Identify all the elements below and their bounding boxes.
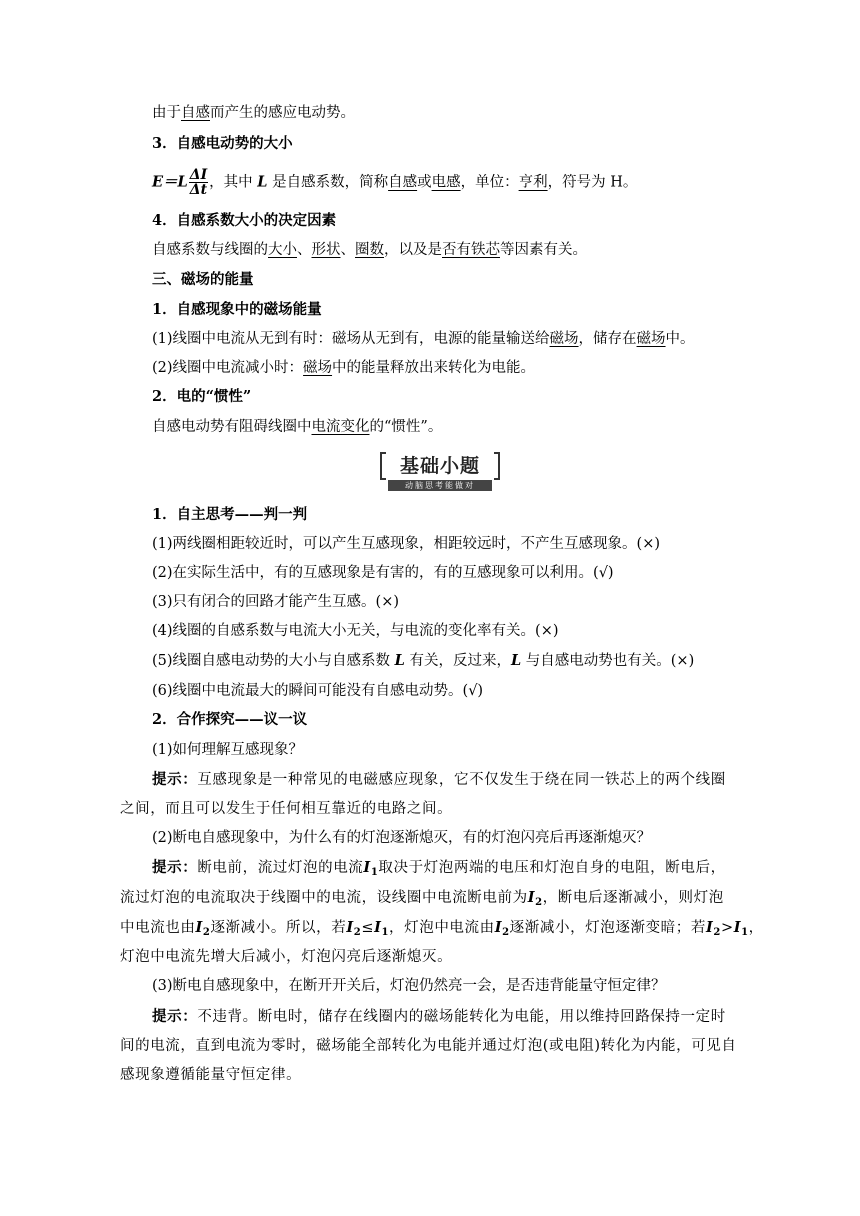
underlined-term: 磁场: [636, 331, 666, 347]
text: ，: [748, 920, 764, 936]
text: 是自感系数，简称: [272, 174, 389, 191]
symbol: L: [394, 652, 405, 669]
hint-line: [120, 888, 724, 913]
subscript: 2: [353, 927, 362, 938]
underlined-term: 否有铁芯: [442, 242, 500, 258]
paragraph-line: [152, 358, 535, 378]
hint-line: 灯泡中电流先增大后减小，灯泡闪亮后逐渐熄灭。: [120, 949, 453, 965]
quiz-heading: 1．自主思考——判一判: [152, 506, 308, 523]
text: 不违背。断电时，储存在线圈内的磁场能转化为电能，用以维持回路保持一定时: [197, 1009, 726, 1025]
text: 逐渐减小。所以，若: [210, 920, 347, 936]
heading-4: 4．自感系数大小的决定因素: [152, 212, 337, 229]
quiz-item: (6)线圈中电流最大的瞬间可能没有自感电动势。(√): [152, 683, 484, 699]
text: 由于: [152, 105, 181, 121]
quiz-item: [152, 651, 694, 671]
text: 、: [297, 242, 312, 258]
text: 的“惯性”。: [369, 419, 443, 435]
heading-2: 2．电的“惯性”: [152, 388, 252, 405]
fraction: [189, 168, 208, 197]
hint-line: [120, 918, 764, 943]
text: 流过灯泡的电流取决于线圈中的电流，设线圈中电流断电前为: [120, 890, 528, 906]
paragraph-line: [152, 103, 355, 123]
text: 逐渐减小，灯泡逐渐变暗；若: [509, 920, 706, 936]
underlined-term: 自感: [181, 105, 210, 121]
underlined-term: 亨利: [518, 174, 548, 191]
subscript: 1: [741, 927, 749, 938]
banner-subtitle: 动脑思考能做对: [388, 480, 492, 491]
underlined-term: 磁场: [549, 331, 579, 347]
underlined-term: 大小: [268, 242, 297, 258]
text: 断电前，流过灯泡的电流: [197, 860, 364, 876]
discussion-question: (3)断电自感现象中，在断开开关后，灯泡仍然亮一会，是否违背能量守恒定律？: [152, 978, 666, 994]
symbol: I: [705, 919, 714, 936]
text: 自感电动势有阻碍线圈中: [152, 419, 312, 435]
symbol: I: [494, 919, 503, 936]
text: >: [720, 920, 734, 936]
underlined-term: 电感: [431, 174, 461, 191]
text: 取决于灯泡两端的电压和灯泡自身的电阻，断电后，: [378, 860, 726, 876]
underlined-term: 电流变化: [311, 419, 370, 435]
text: 而产生的感应电动势。: [210, 105, 355, 121]
text: ，储存在: [578, 331, 637, 347]
paragraph-line: [152, 329, 695, 349]
fraction-denominator: Δt: [189, 182, 208, 198]
heading-3: 3．自感电动势的大小: [152, 135, 293, 152]
symbol: L: [257, 173, 268, 191]
symbol: I: [733, 919, 742, 936]
text: 或: [417, 174, 432, 191]
subscript: 2: [502, 927, 510, 938]
quiz-item: (4)线圈的自感系数与电流大小无关，与电流的变化率有关。(×): [152, 623, 559, 639]
hint-label: 提示：: [152, 1008, 198, 1025]
discussion-heading: 2．合作探究——议一议: [152, 711, 308, 728]
text: ≤: [361, 920, 375, 936]
hint-label: 提示：: [152, 859, 198, 876]
subscript: 1: [370, 867, 379, 878]
symbol: L: [510, 652, 522, 669]
symbol: I: [363, 859, 371, 876]
hint-label: 提示：: [152, 771, 198, 788]
symbol: I: [195, 919, 203, 936]
symbol: I: [374, 919, 382, 936]
subscript: 1: [381, 927, 390, 938]
symbol: I: [346, 919, 354, 936]
text: 中电流也由: [120, 920, 196, 936]
underlined-term: 形状: [311, 242, 341, 258]
banner-left-bracket: [380, 452, 386, 480]
symbol: I: [527, 889, 536, 906]
quiz-item: (3)只有闭合的回路才能产生互感。(×): [152, 594, 400, 610]
discussion-question: (1)如何理解互感现象？: [152, 742, 304, 758]
hint-line: [152, 770, 726, 790]
subscript: 2: [713, 927, 721, 938]
hint-line: [152, 1007, 726, 1027]
text: 互感现象是一种常见的电磁感应现象，它不仅发生于绕在同一铁芯上的两个线圈: [197, 772, 726, 788]
text: (1)线圈中电流从无到有时：磁场从无到有，电源的能量输送给: [152, 331, 550, 347]
banner-title: 基础小题: [399, 455, 480, 477]
formula-lhs: E＝L: [152, 173, 188, 191]
quiz-item: (2)在实际生活中，有的互感现象是有害的，有的互感现象可以利用。(√): [152, 565, 614, 581]
underlined-term: 磁场: [303, 360, 333, 376]
subscript: 2: [202, 927, 211, 938]
underlined-term: 自感: [388, 174, 418, 191]
heading-1: 1．自感现象中的磁场能量: [152, 301, 322, 318]
hint-line: [152, 858, 726, 883]
text: ，符号为 H。: [547, 174, 638, 191]
banner-right-bracket: [494, 452, 500, 480]
text: 、: [340, 242, 355, 258]
text: ，单位：: [460, 174, 519, 191]
quiz-item: (1)两线圈相距较近时，可以产生互感现象，相距较远时，不产生互感现象。(×): [152, 536, 660, 552]
section-banner: [380, 452, 500, 492]
text: 中的能量释放出来转化为电能。: [332, 360, 536, 376]
text: ，断电后逐渐减小，则灯泡: [542, 890, 724, 906]
underlined-term: 圈数: [355, 242, 384, 258]
hint-line: 间的电流，直到电流为零时，磁场能全部转化为电能并通过灯泡(或电阻)转化为内能，可见自: [120, 1038, 737, 1054]
text: 等因素有关。: [500, 242, 587, 258]
text: 有关，反过来，: [409, 653, 511, 669]
paragraph-line: [152, 417, 442, 437]
text: (2)线圈中电流减小时：: [152, 360, 304, 376]
discussion-question: (2)断电自感现象中，为什么有的灯泡逐渐熄灭，有的灯泡闪亮后再逐渐熄灭？: [152, 830, 652, 846]
subscript: 2: [535, 897, 543, 908]
text: ，以及是: [384, 242, 442, 258]
section-heading: 三、磁场的能量: [152, 271, 254, 288]
hint-line: 之间，而且可以发生于任何相互靠近的电路之间。: [120, 801, 453, 817]
fraction-numerator: ΔI: [189, 167, 208, 183]
text: ，灯泡中电流由: [389, 920, 495, 936]
paragraph-line: [152, 240, 587, 260]
hint-line: 感现象遵循能量守恒定律。: [120, 1067, 302, 1083]
formula-line: [152, 168, 637, 197]
text: (5)线圈自感电动势的大小与自感系数: [152, 653, 391, 669]
text: 自感系数与线圈的: [152, 242, 268, 258]
text: ，其中: [209, 174, 253, 191]
text: 与自感电动势也有关。(×): [525, 653, 695, 669]
text: 中。: [665, 331, 695, 347]
